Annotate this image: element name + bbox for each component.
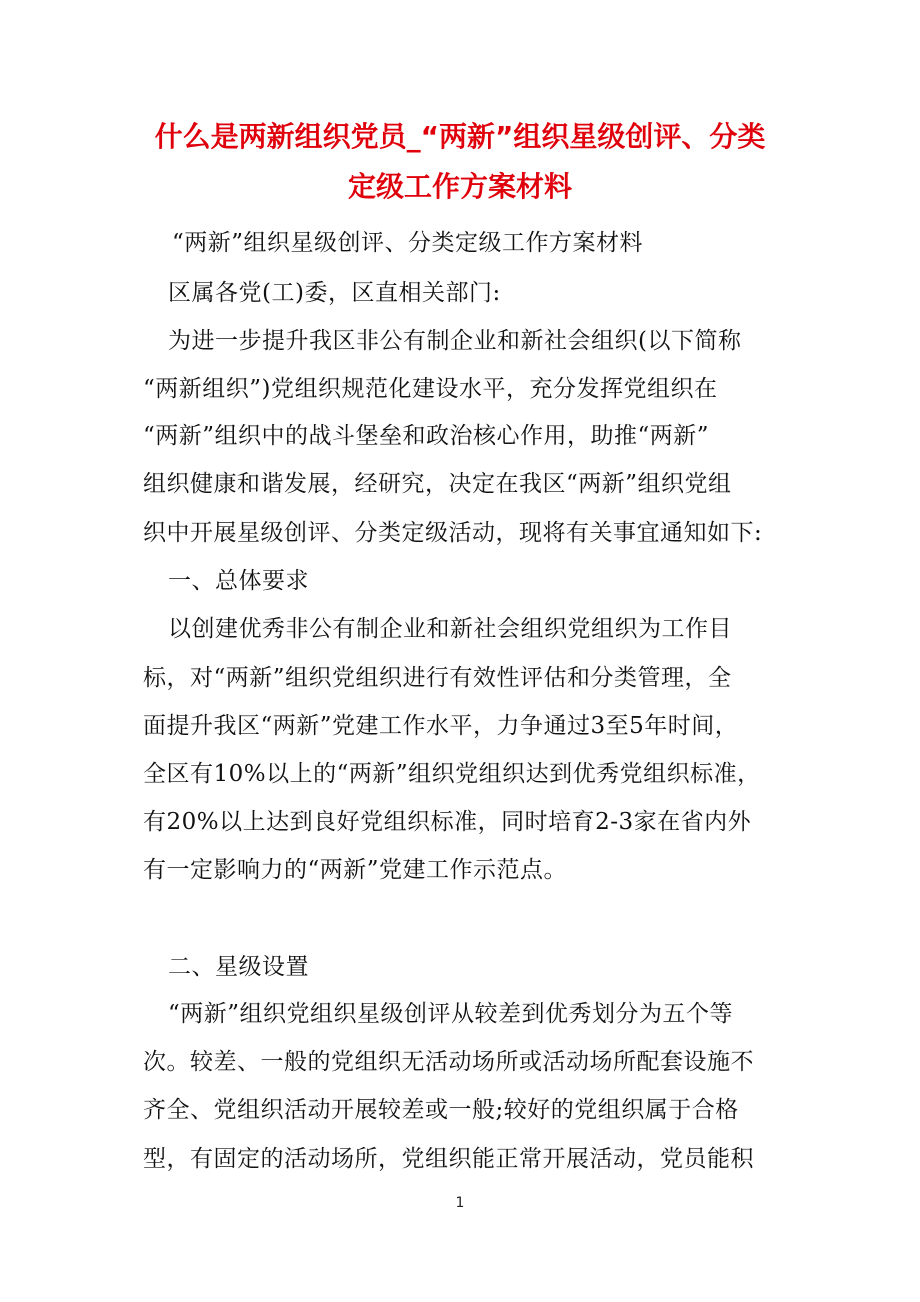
body-line: 面提升我区“两新”党建工作水平，力争通过3至5年时间， bbox=[143, 713, 739, 739]
document-title-line-2: 定级工作方案材料 bbox=[347, 170, 572, 203]
body-line: “两新组织”)党组织规范化建设水平，充分发挥党组织在 bbox=[143, 376, 718, 402]
section-heading-1: 一、总体要求 bbox=[168, 568, 309, 594]
subtitle-line: “两新”组织星级创评、分类定级工作方案材料 bbox=[172, 230, 644, 256]
addressee-line: 区属各党(工)委，区直相关部门: bbox=[168, 280, 501, 306]
body-line: 以创建优秀非公有制企业和新社会组织党组织为工作目 bbox=[168, 616, 732, 642]
body-line: 有20%以上达到良好党组织标准，同时培育2-3家在省内外 bbox=[143, 809, 752, 835]
body-line: 织中开展星级创评、分类定级活动，现将有关事宜通知如下: bbox=[143, 520, 763, 546]
body-line: 有一定影响力的“两新”党建工作示范点。 bbox=[143, 857, 568, 883]
body-line: “两新”组织党组织星级创评从较差到优秀划分为五个等 bbox=[168, 1001, 734, 1027]
body-line: 型，有固定的活动场所，党组织能正常开展活动，党员能积 bbox=[143, 1146, 754, 1172]
section-heading-2: 二、星级设置 bbox=[168, 954, 309, 980]
body-line: 次。较差、一般的党组织无活动场所或活动场所配套设施不 bbox=[143, 1049, 754, 1075]
body-line: “两新”组织中的战斗堡垒和政治核心作用，助推“两新” bbox=[143, 423, 710, 449]
body-line: 标，对“两新”组织党组织进行有效性评估和分类管理，全 bbox=[143, 665, 732, 691]
body-line: 全区有10%以上的“两新”组织党组织达到优秀党组织标准， bbox=[143, 761, 761, 787]
body-line: 齐全、党组织活动开展较差或一般;较好的党组织属于合格 bbox=[143, 1097, 739, 1123]
page-number: 1 bbox=[455, 1195, 465, 1211]
document-title-line-1: 什么是两新组织党员_“两新”组织星级创评、分类 bbox=[154, 120, 766, 153]
body-line: 为进一步提升我区非公有制企业和新社会组织(以下简称 bbox=[168, 328, 742, 354]
body-line: 组织健康和谐发展，经研究，决定在我区“两新”组织党组 bbox=[143, 471, 732, 497]
